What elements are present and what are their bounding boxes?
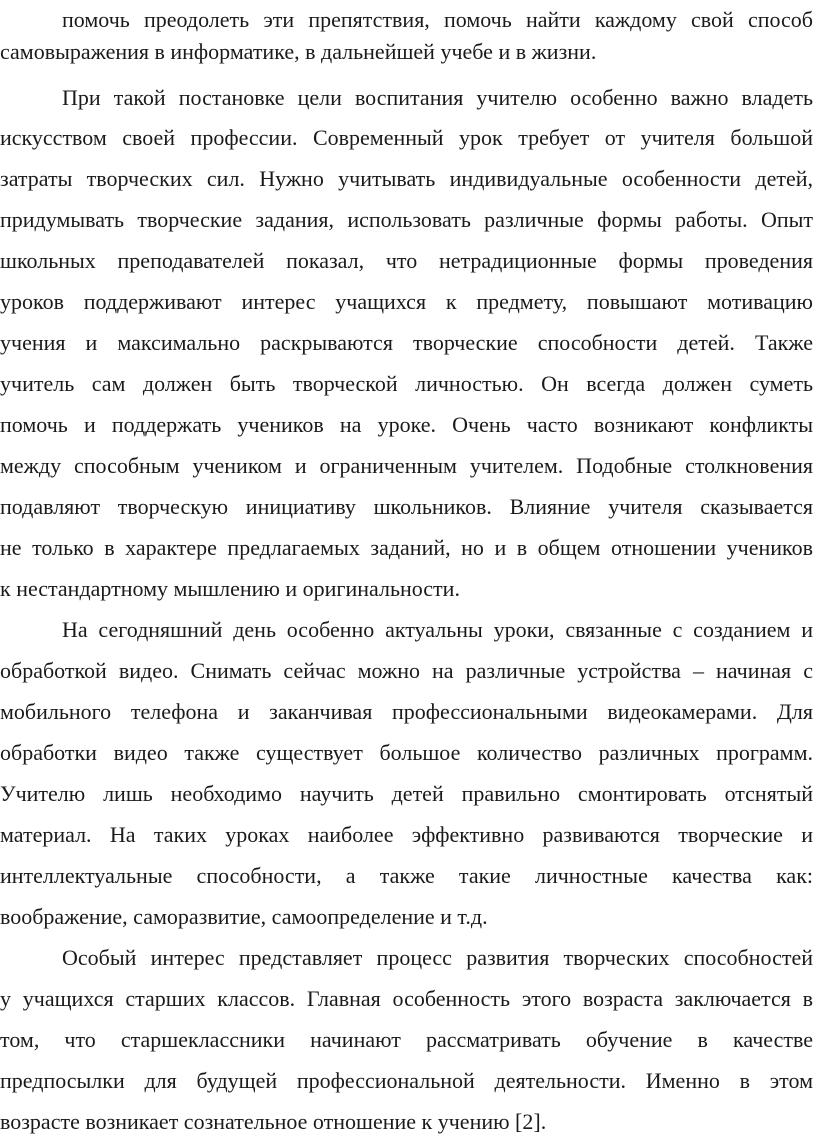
text-line: между способным учеником и ограниченным учителем. Подобные столкновения: [0, 453, 813, 478]
text-line: помочь и поддержать учеников на уроке. Очень часто возникают конфликты: [0, 412, 813, 437]
text-line: том, что старшеклассники начинают рассматривать обучение в качестве: [0, 1027, 813, 1052]
text-line: учитель сам должен быть творческой личностью. Он всегда должен суметь: [0, 371, 813, 396]
text-line: затраты творческих сил. Нужно учитывать индивидуальные особенности детей,: [0, 166, 813, 191]
text-line: школьных преподавателей показал, что нетрадиционные формы проведения: [0, 248, 813, 273]
text-line: не только в характере предлагаемых заданий, но и в общем отношении учеников: [0, 535, 813, 560]
text-line: предпосылки для будущей профессиональной деятельности. Именно в этом: [0, 1068, 813, 1093]
text-line: подавляют творческую инициативу школьников. Влияние учителя сказывается: [0, 494, 813, 519]
text-line: возрасте возникает сознательное отношение к учению [2].: [0, 1109, 547, 1134]
text-line: помочь преодолеть эти препятствия, помочь найти каждому свой способ: [62, 7, 813, 32]
text-line: к нестандартному мышлению и оригинальности.: [0, 576, 460, 601]
text-line: уроков поддерживают интерес учащихся к предмету, повышают мотивацию: [0, 289, 813, 314]
text-line: Особый интерес представляет процесс развития творческих способностей: [62, 945, 813, 970]
text-line: мобильного телефона и заканчивая профессиональными видеокамерами. Для: [0, 699, 813, 724]
text-line: самовыражения в информатике, в дальнейшей учебе и в жизни.: [0, 39, 597, 64]
text-line: обработки видео также существует большое количество различных программ.: [0, 740, 813, 765]
text-line: обработкой видео. Снимать сейчас можно на различные устройства – начиная с: [0, 658, 813, 683]
text-line: искусством своей профессии. Современный урок требует от учителя большой: [0, 125, 813, 150]
text-line: материал. На таких уроках наиболее эффективно развиваются творческие и: [0, 822, 813, 847]
text-line: придумывать творческие задания, использовать различные формы работы. Опыт: [0, 207, 813, 232]
text-line: интеллектуальные способности, а также такие личностные качества как:: [0, 863, 813, 888]
text-line: При такой постановке цели воспитания учителю особенно важно владеть: [62, 85, 813, 110]
text-line: учения и максимально раскрываются творческие способности детей. Также: [0, 330, 813, 355]
text-line: На сегодняшний день особенно актуальны уроки, связанные с созданием и: [62, 617, 813, 642]
text-line: Учителю лишь необходимо научить детей правильно смонтировать отснятый: [0, 781, 813, 806]
text-line: у учащихся старших классов. Главная особенность этого возраста заключается в: [0, 986, 813, 1011]
text-line: воображение, саморазвитие, самоопределение и т.д.: [0, 904, 488, 929]
